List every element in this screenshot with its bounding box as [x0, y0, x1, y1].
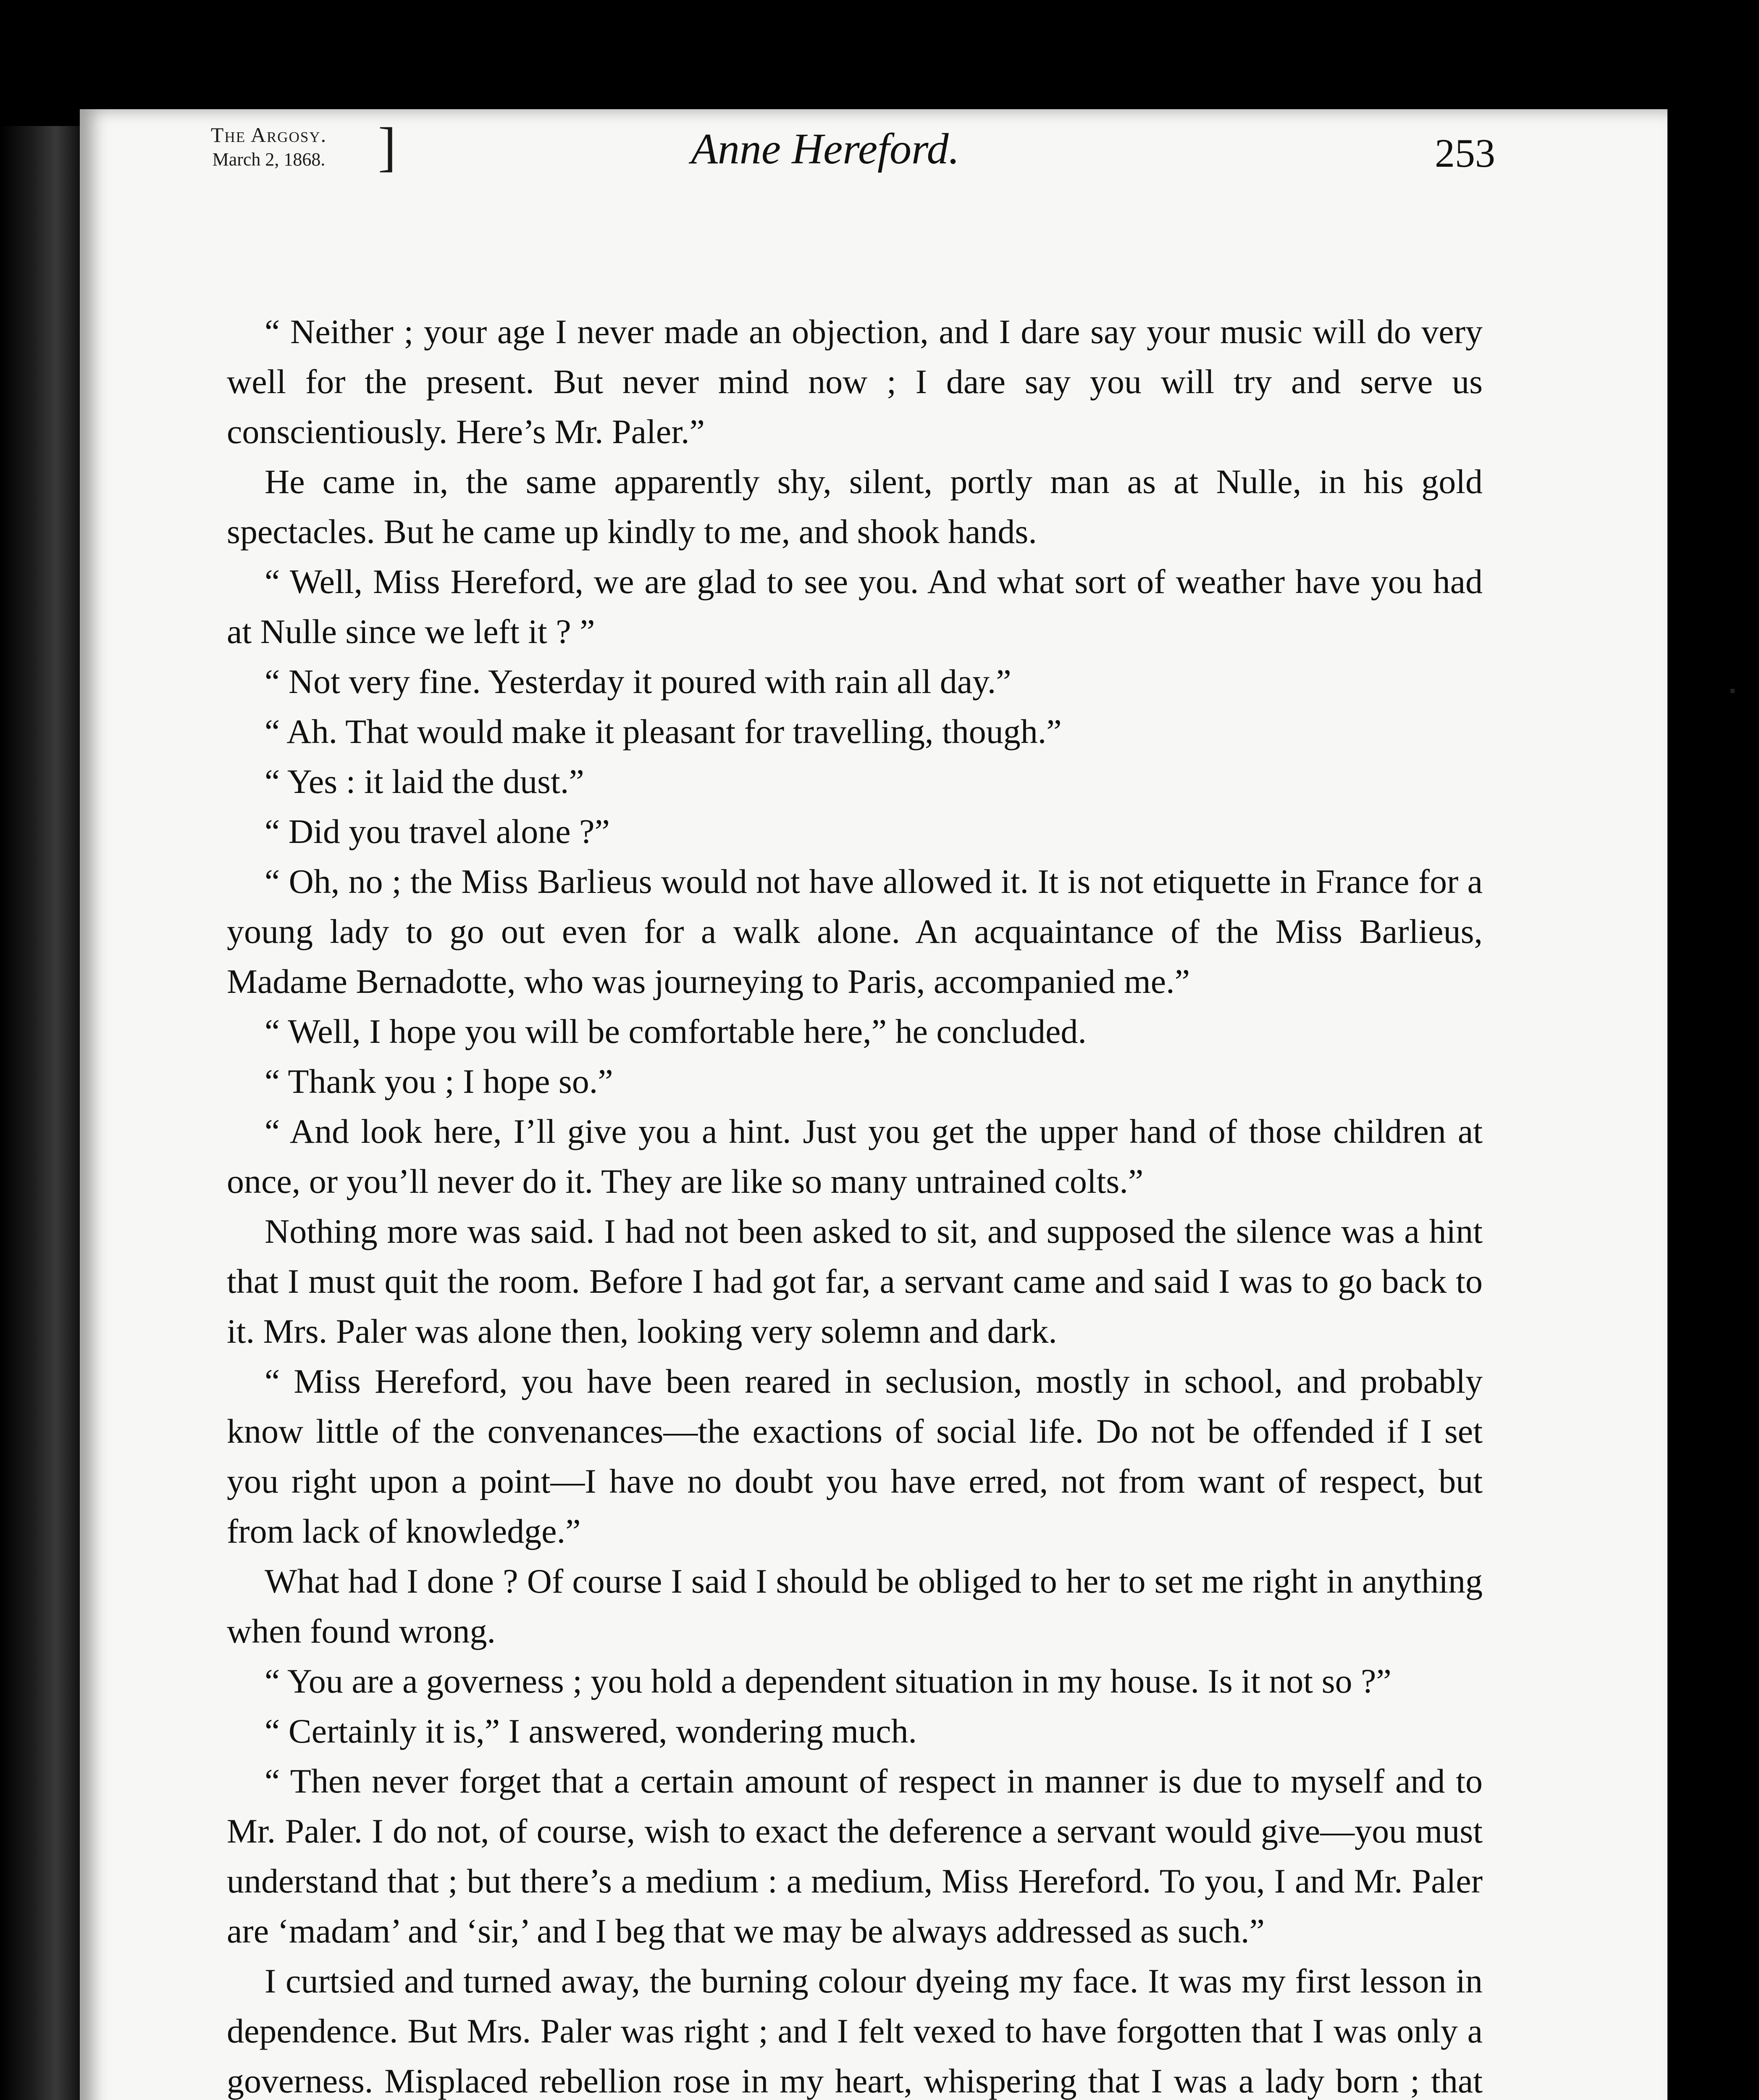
paragraph: “ Neither ; your age I never made an objection, and I dare say your music will do very well for the present. But never mind now ; I dare say you will try and serve us conscientiously. Here’s Mr. Paler.” — [227, 312, 1483, 451]
paragraph: “ Miss Hereford, you have been reared in seclusion, mostly in school, and probably know little of the convenances—the exactions of social life. Do not be offended if I set you right upon a point—I have no doubt you have erred, not from want of respect, but from lack of knowledge.” — [227, 1362, 1483, 1550]
page-header — [164, 117, 1495, 214]
paragraph: Nothing more was said. I had not been asked to sit, and supposed the silence was a hint that I must quit the room. Before I had got far, a servant came and said I was to go back to it. Mrs. Paler was alone then, looking very solemn and dark. — [227, 1212, 1483, 1350]
paragraph: He came in, the same apparently shy, silent, portly man as at Nulle, in his gold spectacles. But he came up kindly to me, and shook hands. — [227, 462, 1483, 551]
paragraph: “ Yes : it laid the dust.” — [265, 762, 584, 801]
paragraph: “ You are a governess ; you hold a dependent situation in my house. Is it not so ?” — [265, 1662, 1391, 1700]
masthead-journal-name: The Argosy. — [210, 123, 327, 147]
book-gutter-shadow — [0, 126, 80, 2100]
paragraph: “ Ah. That would make it pleasant for travelling, though.” — [265, 712, 1062, 751]
masthead — [164, 122, 374, 171]
paragraph: “ Thank you ; I hope so.” — [265, 1062, 613, 1100]
paragraph: “ Well, Miss Hereford, we are glad to see you. And what sort of weather have you had at Nulle since we left it ? ” — [227, 562, 1483, 651]
paragraph: “ And look here, I’ll give you a hint. Just you get the upper hand of those children at once, or you’ll never do it. They are like so many untrained colts.” — [227, 1112, 1483, 1200]
masthead-bracket: ] — [378, 117, 396, 177]
paragraph: I curtsied and turned away, the burning colour dyeing my face. It was my first lesson in dependence. But Mrs. Paler was right ; and I felt vexed to have forgotten that I was only a governess. Misplaced rebellion rose in my heart, whispering that I was a lady born ; that — [227, 1962, 1483, 2100]
paragraph: “ Not very fine. Yesterday it poured with rain all day.” — [265, 662, 1011, 701]
paragraph: “ Oh, no ; the Miss Barlieus would not have allowed it. It is not etiquette in France for a young lady to go out even for a walk alone. An acquaintance of the Miss Barlieus, Madame Bernadotte, who was journeying to Paris, accompanied me.” — [227, 862, 1483, 1000]
page-number: 253 — [1435, 131, 1495, 176]
running-title: Anne Hereford. — [691, 125, 960, 173]
paragraph: “ Did you travel alone ?” — [265, 812, 610, 850]
scan-speck — [1730, 689, 1735, 693]
masthead-date: March 2, 1868. — [212, 149, 326, 170]
paragraph: What had I done ? Of course I said I should be obliged to her to set me right in anything when found wrong. — [227, 1562, 1483, 1650]
paragraph: “ Certainly it is,” I answered, wondering much. — [265, 1712, 917, 1750]
paragraph: “ Well, I hope you will be comfortable here,” he concluded. — [265, 1012, 1087, 1050]
paragraph: “ Then never forget that a certain amount of respect in manner is due to myself and to Mr. Paler. I do not, of course, wish to exact the deference a servant would give—you must understand that ; but there’s a medium : a medium, Miss Hereford. To you, I and Mr. Paler are ‘madam’ and ‘sir,’ and I beg that we may be always addressed as such.” — [227, 1762, 1483, 1950]
body-text — [227, 307, 1483, 2100]
